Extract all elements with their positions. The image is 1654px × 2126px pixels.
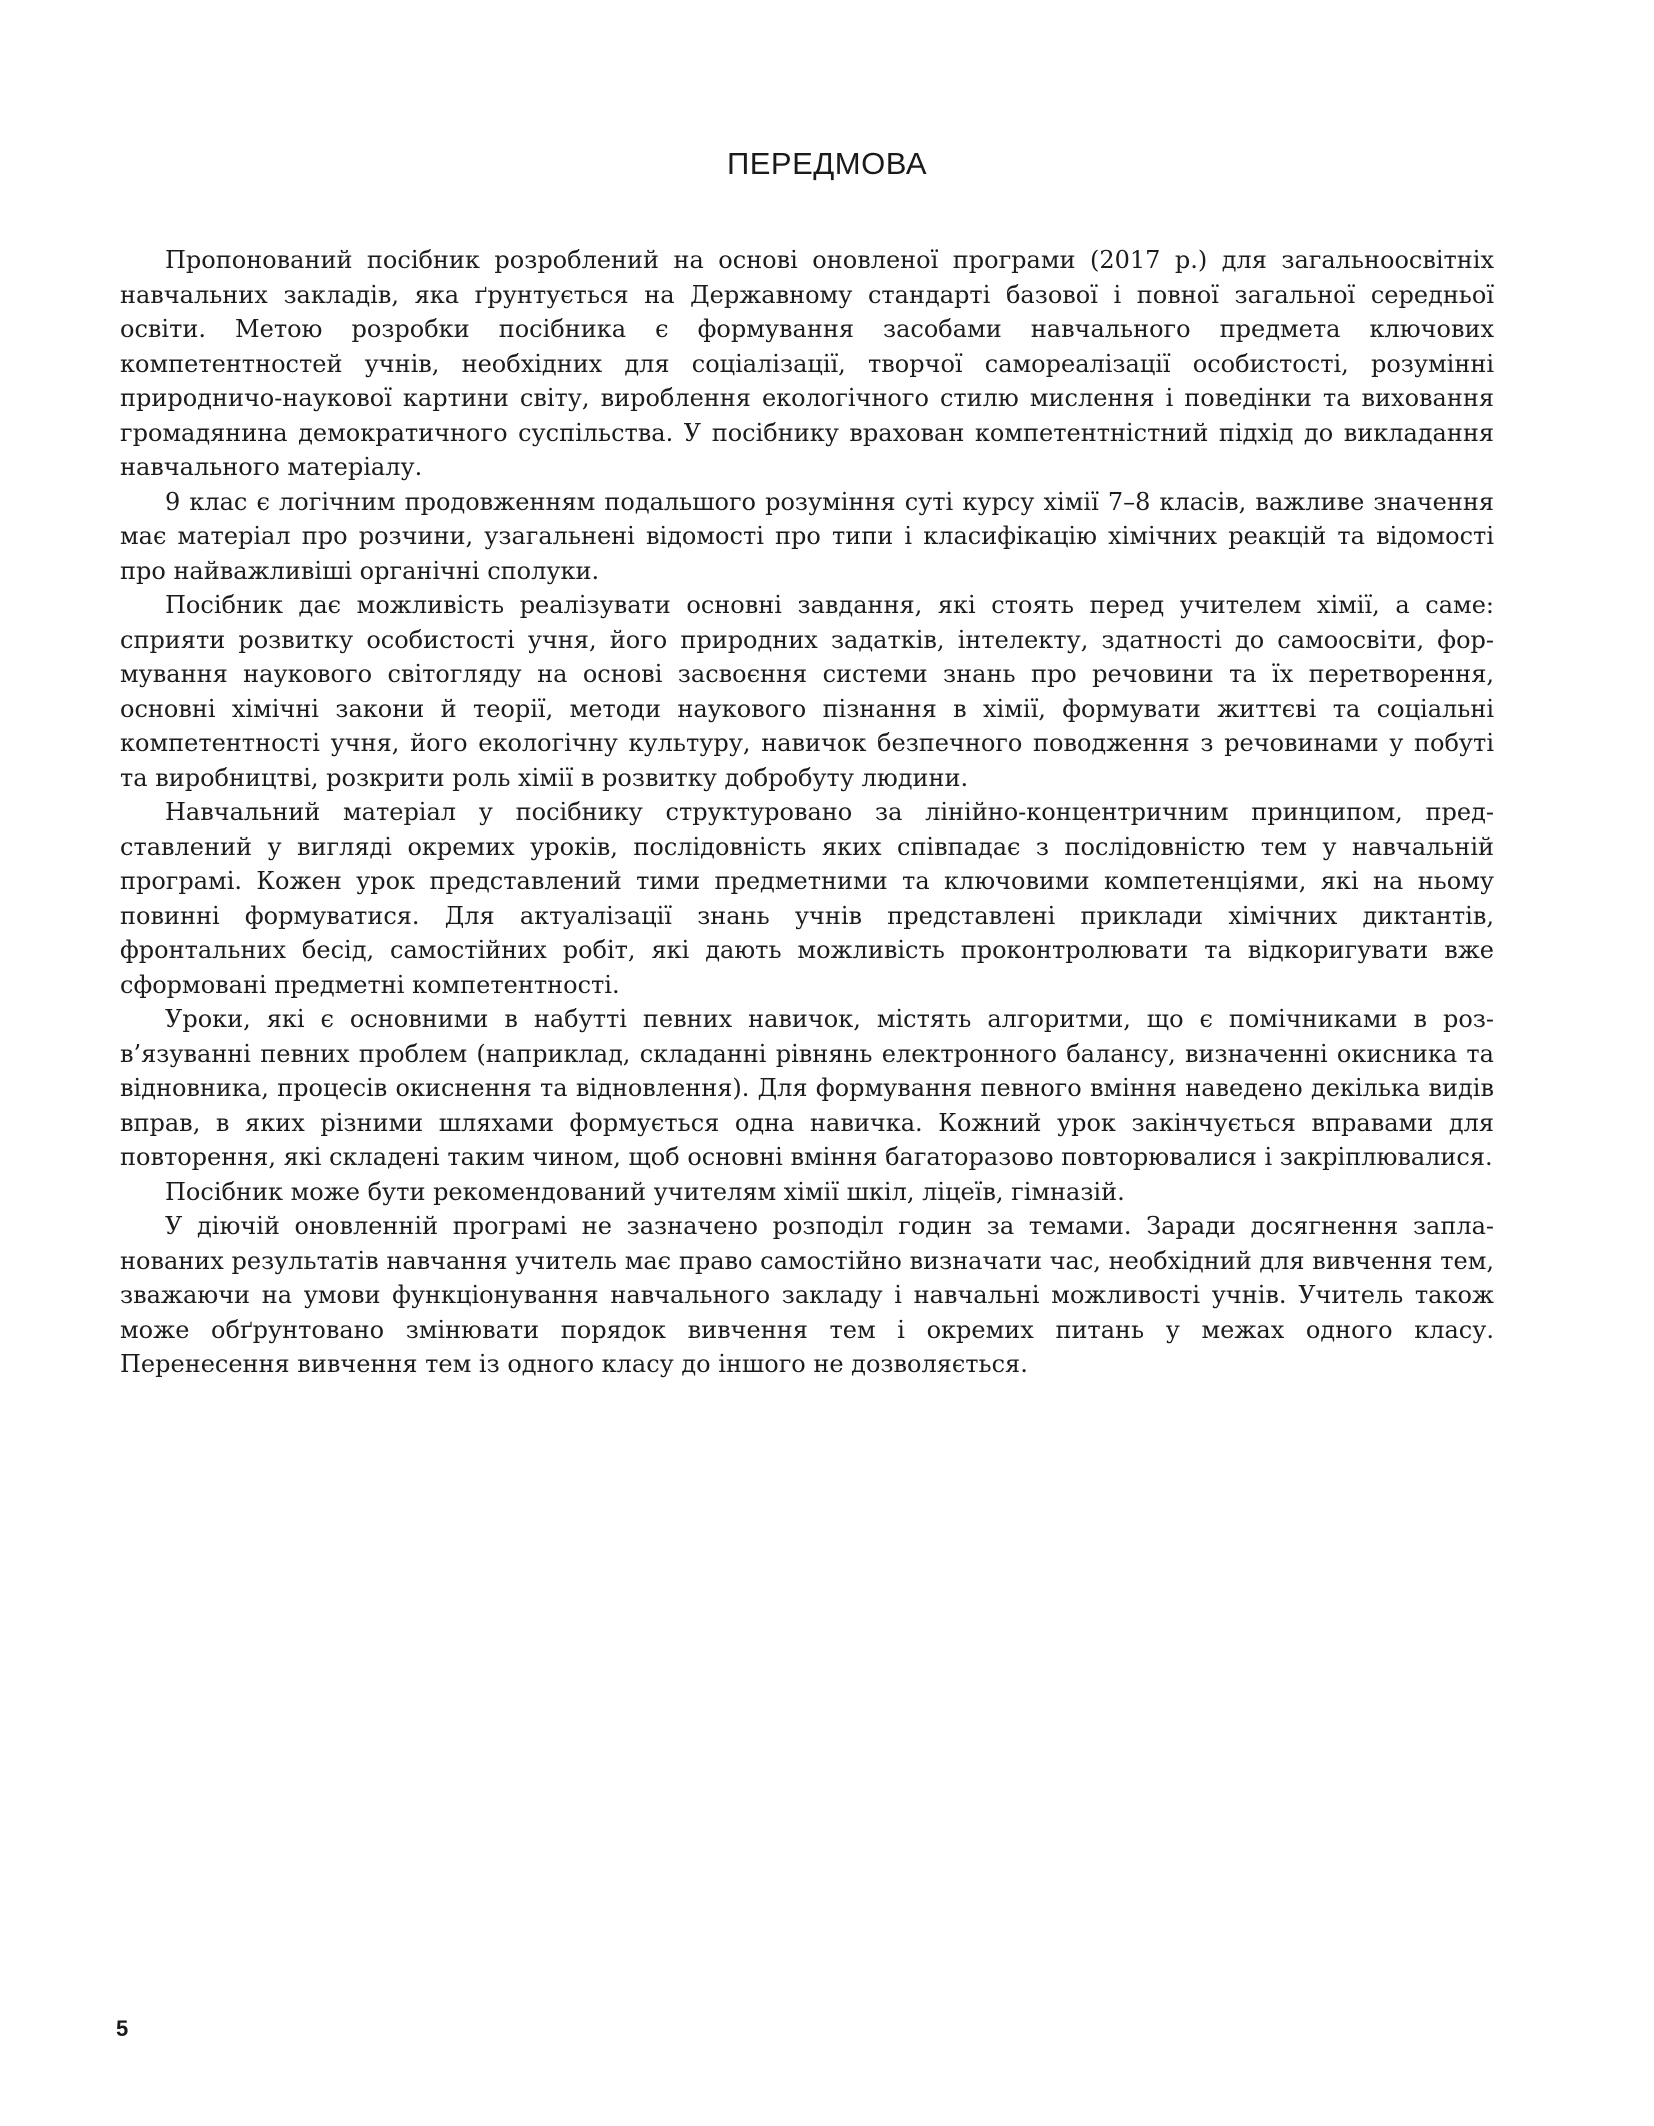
paragraph: У діючій оновленній програмі не зазначено розподіл годин за темами. Заради досягнення запланованих результатів навчання учитель має право самостійно визначати час, необхідний для вивчення тем, зважаючи на умови функціонування навчального закладу і навчальні можливості учнів. Учитель також може обґрунтовано змінювати порядок вивчення тем і окремих питань у межах одного класу. Перенесення вивчення тем із одного класу до іншого не дозволяється. <box>120 1212 1494 1378</box>
page-title: ПЕРЕДМОВА <box>726 146 928 181</box>
preface-body <box>120 243 1494 1382</box>
paragraph: Посібник дає можливість реалізувати основні завдання, які стоять перед учителем хімії, а саме: сприяти розвитку особистості учня, його природних задатків, інтелекту, здатності до самоосвіти, формування наукового світогляду на основі засвоєння системи знань про речовини та їх перетворення, основні хімічні закони й теорії, методи наукового пізнання в хімії, формувати життєві та соціальні компетентності учня, його екологічну культуру, навичок безпечного поводження з речовинами у побуті та виробництві, розкрити роль хімії в розвитку добробуту людини. <box>120 591 1494 792</box>
page-number: 5 <box>116 2016 129 2041</box>
paragraph: Посібник може бути рекомендований учителям хімії шкіл, ліцеїв, гімназій. <box>165 1177 1125 1206</box>
paragraph: Уроки, які є основними в набутті певних навичок, містять алгоритми, що є помічниками в розв’язуванні певних проблем (наприклад, складанні рівнянь електронного балансу, визначенні окисника та відновника, процесів окиснення та відновлення). Для формування певного вміння наведено декілька видів вправ, в яких різними шляхами формується одна навичка. Кожний урок закінчується вправами для повторення, які складені таким чином, щоб основні вміння багаторазово повторювалися і закріплювалися. <box>120 1005 1494 1171</box>
paragraph: 9 клас є логічним продовженням подальшого розуміння суті курсу хімії 7–8 класів, важливе значення має матеріал про розчини, узагальнені відомості про типи і класифікацію хімічних реакцій та відомості про найважливіші органічні сполуки. <box>120 487 1494 585</box>
paragraph: Навчальний матеріал у посібнику структуровано за лінійно-концентричним принципом, представлений у вигляді окремих уроків, послідовність яких співпадає з послідовністю тем у навчальній програмі. Кожен урок представлений тими предметними та ключовими компетенціями, які на ньому повинні формуватися. Для актуалізації знань учнів представлені приклади хімічних диктантів, фронтальних бесід, самостійних робіт, які дають можливість проконтролювати та відкоригувати вже сформовані предметні компетентності. <box>120 798 1494 999</box>
paragraph: Пропонований посібник розроблений на основі оновленої програми (2017 р.) для загальноосвітніх навчальних закладів, яка ґрунтується на Державному стандарті базової і повної загальної середньої освіти. Метою розробки посібника є формування засобами навчального предмета ключових компетентностей учнів, необхідних для соціалізації, творчої самореалізації особистості, розумінні природничо-наукової картини світу, вироблення екологічного стилю мислення і поведінки та виховання громадянина демократичного суспільства. У посібнику врахован компетентністний підхід до викладання навчального матеріалу. <box>120 246 1494 481</box>
